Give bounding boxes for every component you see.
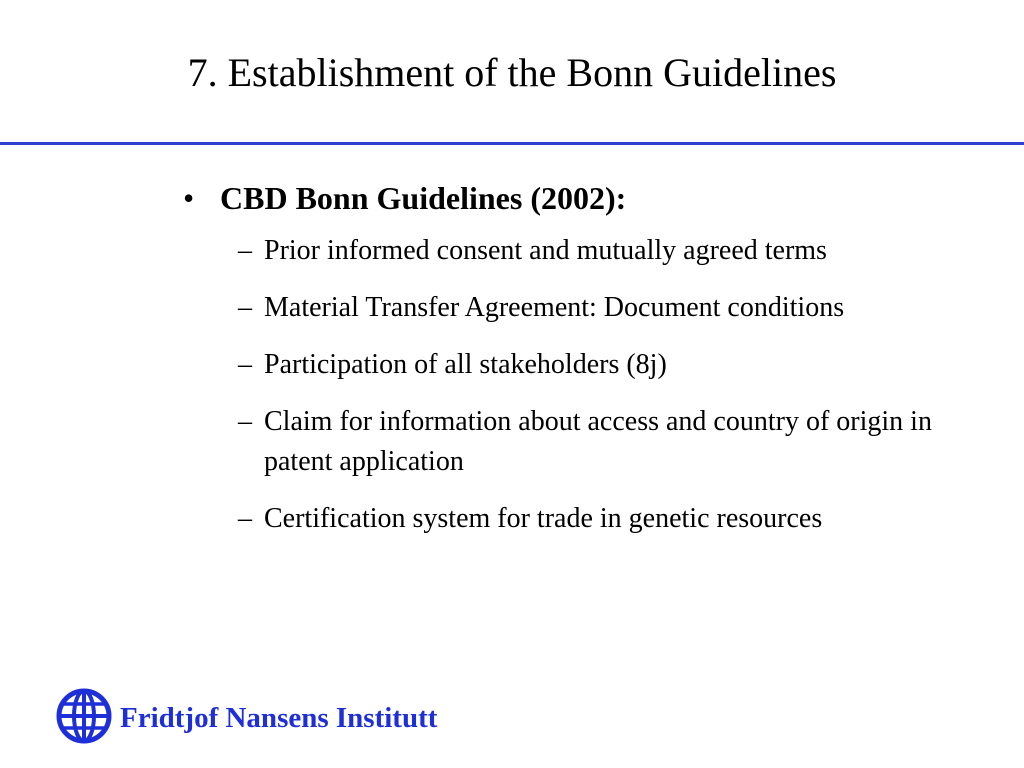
sub-bullet-item	[238, 288, 938, 328]
bullet-heading: CBD Bonn Guidelines (2002):	[220, 180, 627, 216]
dash-marker: –	[238, 503, 252, 534]
sub-bullet-item	[238, 402, 938, 482]
bullet-marker: •	[183, 180, 195, 216]
globe-icon	[55, 687, 113, 745]
sub-bullet-item	[238, 231, 938, 271]
sub-bullet-text: Certification system for trade in genetic resources	[264, 503, 823, 534]
dash-marker: –	[238, 406, 252, 437]
organization-name: Fridtjof Nansens Institutt	[120, 702, 438, 734]
sub-bullet-text: Participation of all stakeholders (8j)	[264, 349, 667, 380]
dash-marker: –	[238, 292, 252, 323]
sub-bullet-text: Prior informed consent and mutually agreed terms	[264, 235, 827, 266]
main-bullet	[183, 174, 626, 222]
sub-bullet-item	[238, 345, 938, 385]
dash-marker: –	[238, 235, 252, 266]
sub-bullet-text: Claim for information about access and country of origin in patent application	[264, 406, 932, 477]
sub-bullet-item	[238, 499, 938, 539]
sub-bullet-text: Material Transfer Agreement: Document conditions	[264, 292, 845, 323]
slide-title: 7. Establishment of the Bonn Guidelines	[187, 50, 837, 95]
title-divider	[0, 142, 1024, 145]
dash-marker: –	[238, 349, 252, 380]
sub-bullet-list	[238, 231, 938, 556]
